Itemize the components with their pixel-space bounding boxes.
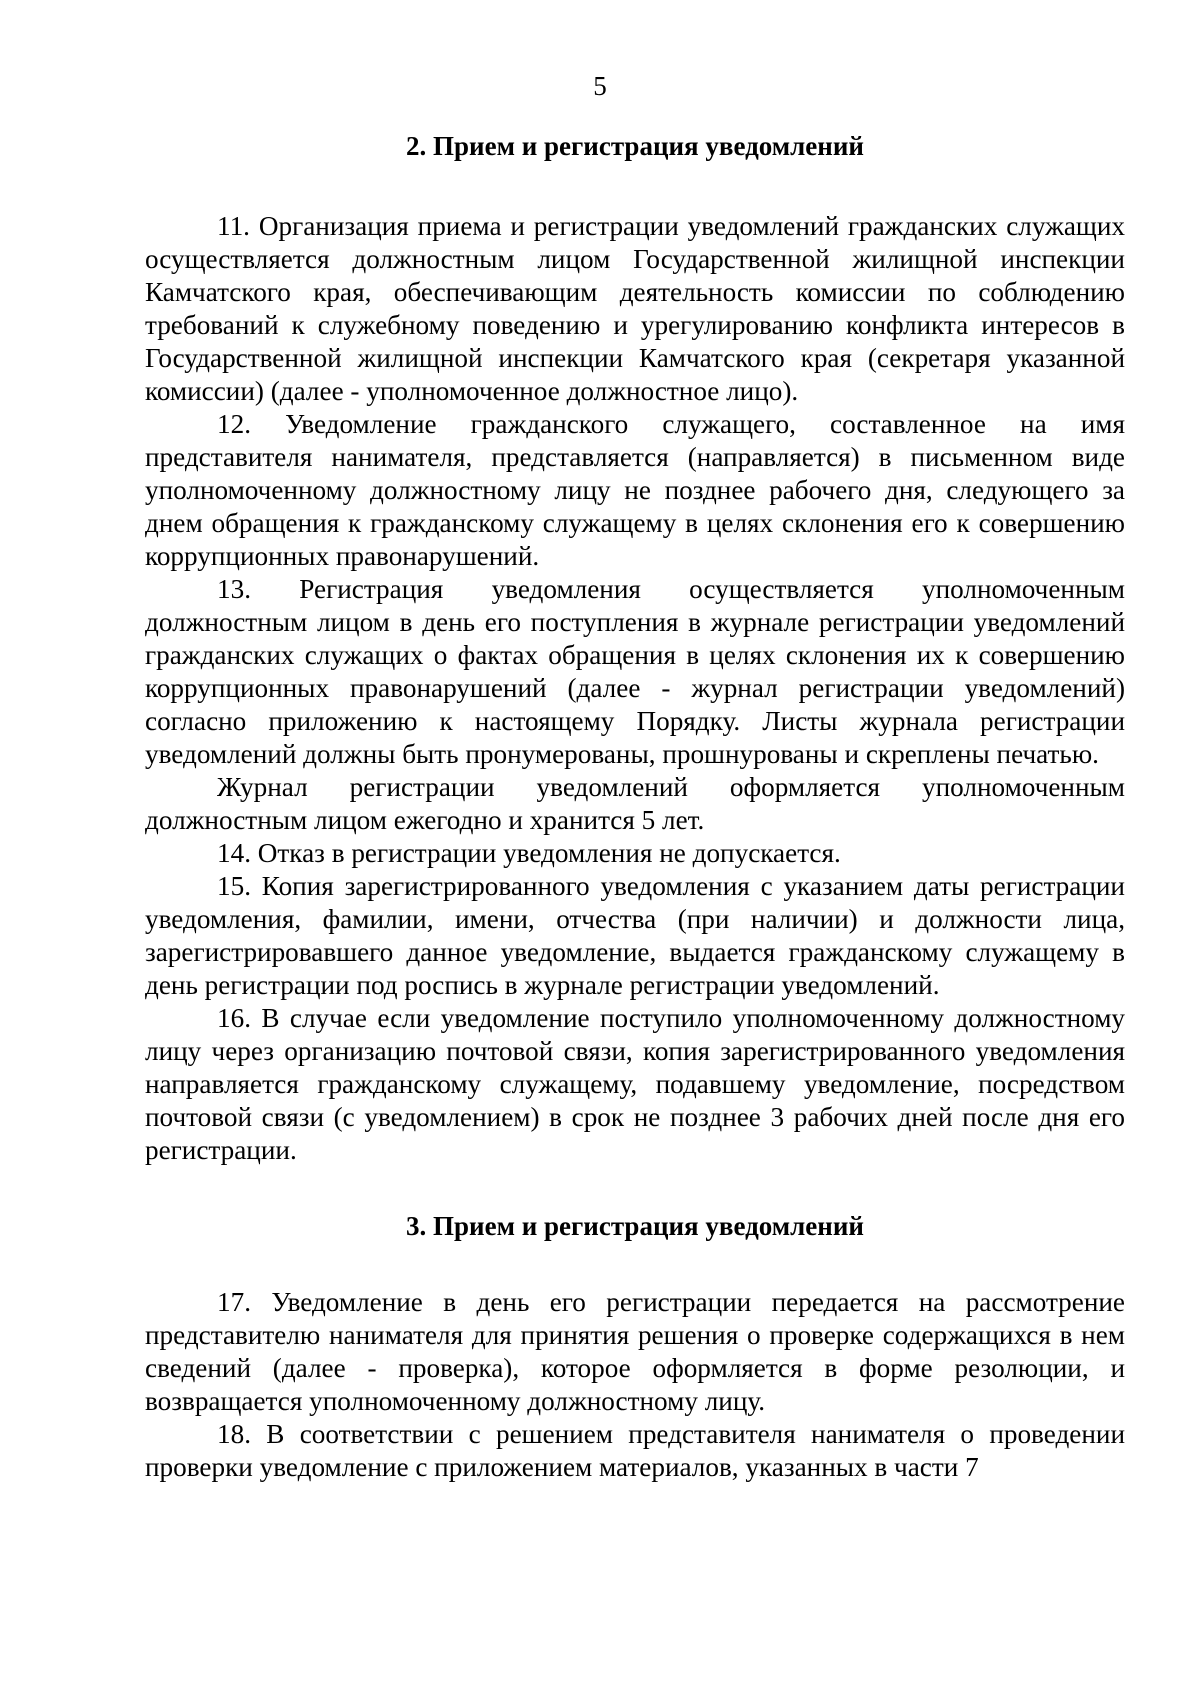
section-2: [145, 130, 1125, 1167]
section-3: [145, 1210, 1125, 1484]
paragraph-16: 16. В случае если уведомление поступило уполномоченному должностному лицу через организацию почтовой связи, копия зарегистрированного уведомления направляется гражданскому служащему, подавшему уведомление, посредством почтовой связи (с уведомлением) в срок не позднее 3 рабочих дней после дня его регистрации.: [145, 1003, 1125, 1165]
page-number: 5: [593, 71, 607, 101]
paragraph-13: 13. Регистрация уведомления осуществляется уполномоченным должностным лицом в день его поступления в журнале регистрации уведомлений гражданских служащих о фактах обращения в целях склонения их к совершению коррупционных правонарушений (далее - журнал регистрации уведомлений) согласно приложению к настоящему Порядку. Листы журнала регистрации уведомлений должны быть пронумерованы, прошнурованы и скреплены печатью.: [145, 574, 1125, 769]
section-heading: 2. Прием и регистрация уведомлений: [406, 131, 864, 161]
paragraph-13-journal: Журнал регистрации уведомлений оформляется уполномоченным должностным лицом ежегодно и хранится 5 лет.: [145, 772, 1125, 835]
paragraph-12: 12. Уведомление гражданского служащего, составленное на имя представителя нанимателя, представляется (направляется) в письменном виде уполномоченному должностному лицу не позднее рабочего дня, следующего за днем обращения к гражданскому служащему в целях склонения его к совершению коррупционных правонарушений.: [145, 409, 1125, 571]
paragraph-14: 14. Отказ в регистрации уведомления не допускается.: [217, 838, 841, 868]
document-body: [145, 130, 1125, 1484]
section-heading: 3. Прием и регистрация уведомлений: [406, 1211, 864, 1241]
paragraph-15: 15. Копия зарегистрированного уведомления с указанием даты регистрации уведомления, фамилии, имени, отчества (при наличии) и должности лица, зарегистрировавшего данное уведомление, выдается гражданскому служащему в день регистрации под роспись в журнале регистрации уведомлений.: [145, 871, 1125, 1000]
paragraph-18: 18. В соответствии с решением представителя нанимателя о проведении проверки уведомление с приложением материалов, указанных в части 7: [145, 1419, 1125, 1482]
paragraph-17: 17. Уведомление в день его регистрации передается на рассмотрение представителю нанимателя для принятия решения о проверке содержащихся в нем сведений (далее - проверка), которое оформляется в форме резолюции, и возвращается уполномоченному должностному лицу.: [145, 1287, 1125, 1416]
paragraph-11: 11. Организация приема и регистрации уведомлений гражданских служащих осуществляется должностным лицом Государственной жилищной инспекции Камчатского края, обеспечивающим деятельность комиссии по соблюдению требований к служебному поведению и урегулированию конфликта интересов в Государственной жилищной инспекции Камчатского края (секретаря указанной комиссии) (далее - уполномоченное должностное лицо).: [145, 211, 1125, 406]
